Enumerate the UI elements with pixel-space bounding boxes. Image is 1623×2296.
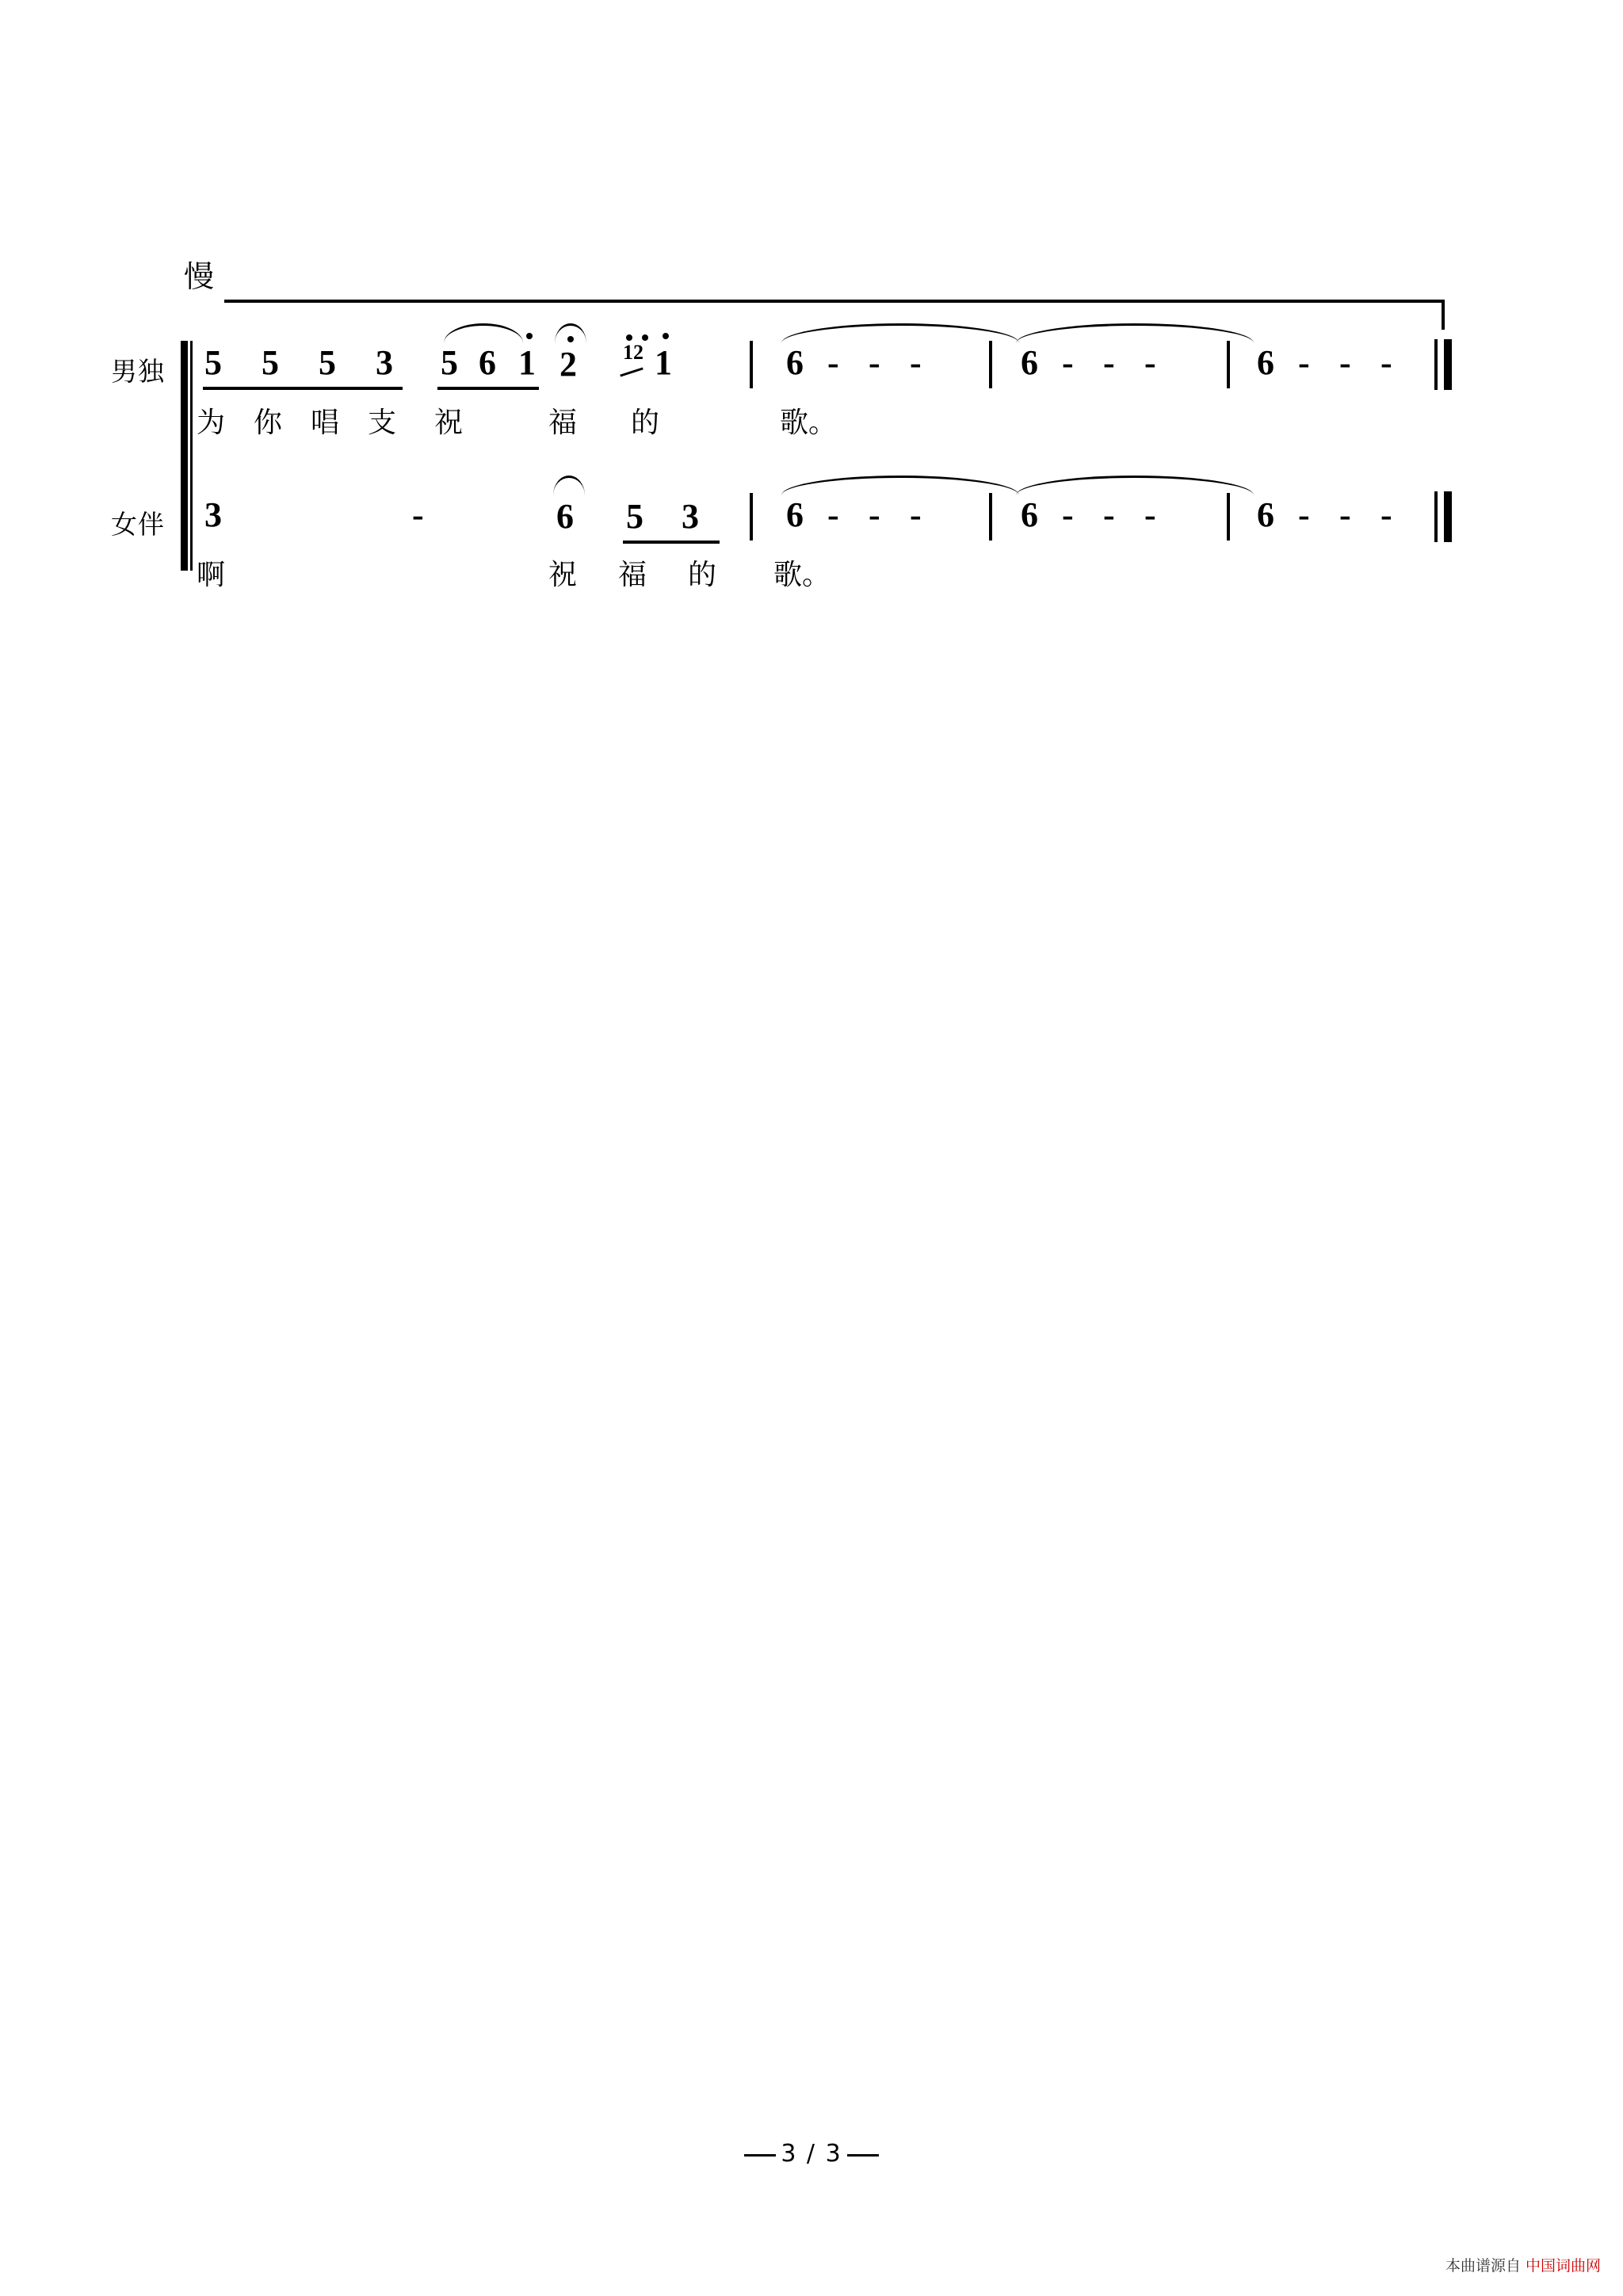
lyric: 唱	[311, 407, 340, 439]
barline	[989, 341, 992, 388]
note: 5	[319, 343, 336, 382]
tempo-marking: 慢	[184, 259, 215, 294]
page-number: 3 / 3	[781, 2140, 842, 2168]
note: 5	[204, 343, 222, 382]
tie	[781, 323, 1019, 343]
part-label-female-accomp: 女伴	[111, 509, 165, 540]
part-label-male-solo: 男独	[111, 356, 165, 387]
barline	[1227, 493, 1230, 541]
note: 6	[1021, 495, 1038, 534]
lyric: 为	[197, 407, 226, 439]
octave-dot	[626, 334, 632, 341]
system-brace-thin	[190, 341, 193, 571]
system-top-line-end-tick	[1442, 300, 1445, 330]
note: 6	[1257, 343, 1274, 382]
octave-dot	[642, 334, 648, 341]
lyric: 祝	[548, 559, 578, 591]
page-number-footer	[0, 2140, 1623, 2168]
note: 3	[376, 343, 393, 382]
sustain-dash: -	[1298, 495, 1310, 534]
lyric: 的	[631, 407, 660, 439]
ornament-slash	[620, 367, 643, 376]
note: 6	[1021, 343, 1038, 382]
note: 6	[786, 495, 804, 534]
lyric: 福	[548, 407, 578, 439]
sustain-dash: -	[827, 495, 839, 534]
sustain-dash: -	[1103, 495, 1115, 534]
note: 5	[262, 343, 279, 382]
note: 6	[556, 497, 574, 536]
lyric: 啊	[197, 559, 226, 591]
sustain-dash: -	[1144, 343, 1156, 382]
sustain-dash: -	[1062, 343, 1074, 382]
barline	[989, 493, 992, 541]
note: 5	[441, 343, 458, 382]
sustain-dash: -	[1144, 495, 1156, 534]
barline	[1227, 341, 1230, 388]
tie	[1016, 323, 1254, 343]
system-brace-thick	[181, 341, 188, 571]
sustain-dash: -	[827, 343, 839, 382]
source-credit	[1445, 2254, 1601, 2275]
note: 3	[682, 497, 699, 536]
ornament-grace-notes: 12	[623, 341, 643, 364]
fermata	[553, 476, 585, 495]
sustain-dash: -	[1298, 343, 1310, 382]
tie	[781, 476, 1019, 495]
barline	[750, 341, 753, 388]
sustain-dash: -	[910, 343, 922, 382]
system-brace	[181, 341, 192, 571]
octave-dot	[526, 333, 533, 339]
lyric: 歌。	[780, 407, 838, 439]
note: 6	[786, 343, 804, 382]
tie	[1016, 476, 1254, 495]
note: 6	[479, 343, 496, 382]
source-credit-label: 本曲谱源自	[1445, 2257, 1521, 2275]
system-top-line	[224, 300, 1445, 303]
note: 2	[559, 345, 577, 384]
sustain-dash: -	[1339, 495, 1351, 534]
beam	[623, 541, 720, 544]
sustain-dash: -	[1381, 343, 1392, 382]
footer-rule-right	[847, 2154, 879, 2157]
note: 3	[204, 495, 222, 534]
beam	[203, 387, 403, 390]
lyric: 祝	[434, 407, 464, 439]
octave-dot	[567, 336, 574, 342]
note: 6	[1257, 495, 1274, 534]
note: 5	[626, 497, 643, 536]
lyric: 支	[368, 407, 397, 439]
sustain-dash: -	[910, 495, 922, 534]
lyric: 福	[618, 559, 647, 591]
source-credit-site[interactable]: 中国词曲网	[1525, 2257, 1601, 2275]
lyric: 歌。	[773, 559, 831, 591]
sustain-dash: -	[869, 343, 880, 382]
lyric: 的	[688, 559, 717, 591]
sustain-dash: -	[1339, 343, 1351, 382]
barline	[750, 493, 753, 541]
footer-rule-left	[744, 2154, 776, 2157]
slur	[444, 323, 523, 343]
note: 1	[518, 343, 536, 382]
note: 1	[655, 343, 672, 382]
sustain-dash: -	[1062, 495, 1074, 534]
beam	[437, 387, 539, 390]
sustain-dash: -	[1103, 343, 1115, 382]
sustain-dash: -	[869, 495, 880, 534]
sustain-dash: -	[1381, 495, 1392, 534]
sustain-dash: -	[412, 495, 424, 534]
lyric: 你	[254, 407, 283, 439]
octave-dot	[663, 333, 669, 339]
